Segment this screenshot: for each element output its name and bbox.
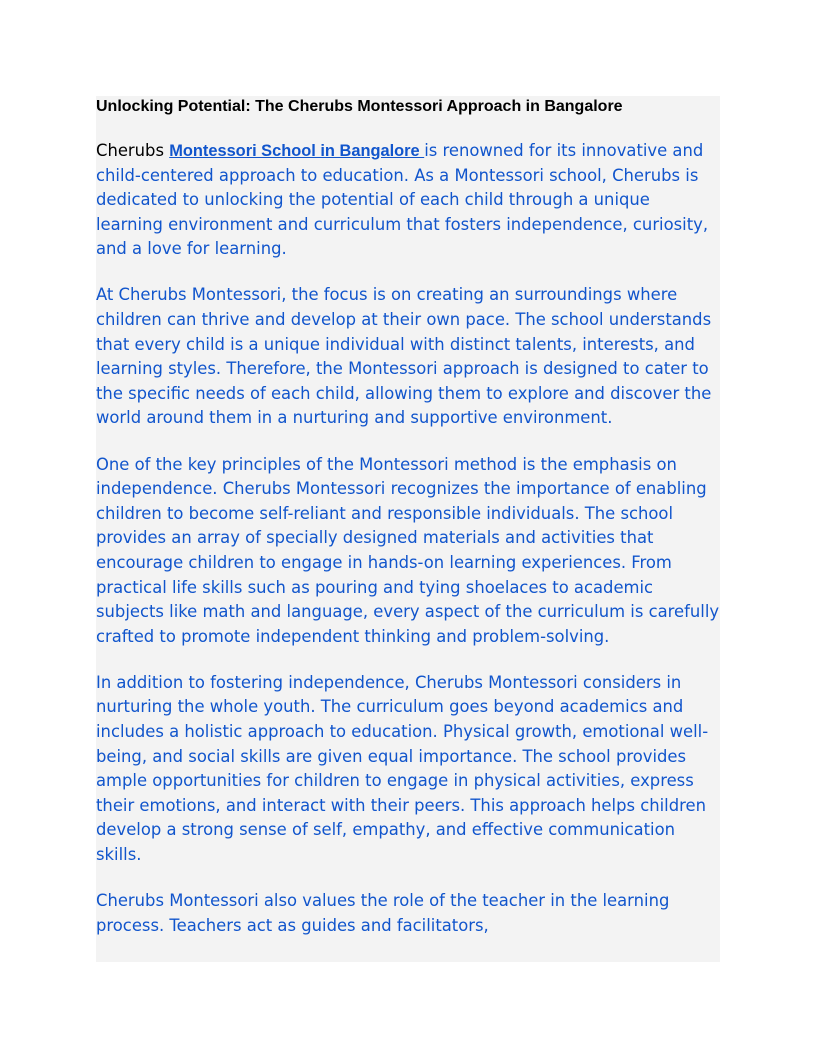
body-paragraph-2: One of the key principles of the Montessori method is the emphasis on independence. Cherubs Montessori recognizes the importance of enabling children to become self-reliant and responsible individuals. The school provides an array of specially designed materials and activities that encourage children to engage in hands-on learning experiences. From practical life skills such as pouring and tying shoelaces to academic subjects like math and language, every aspect of the curriculum is carefully crafted to promote independent thinking and problem-solving.: [96, 454, 720, 646]
body-paragraph-3: In addition to fostering independence, Cherubs Montessori considers in nurturing the whole youth. The curriculum goes beyond academics and includes a holistic approach to education. Physical growth, emotional well-being, and social skills are given equal importance. The school provides ample opportunities for children to engage in physical activities, express their emotions, and interact with their peers. This approach helps children develop a strong sense of self, empathy, and effective communication skills.: [96, 672, 709, 864]
montessori-school-link[interactable]: Montessori School in Bangalore: [169, 142, 425, 160]
document-title: Unlocking Potential: The Cherubs Montessori Approach in Bangalore: [96, 98, 623, 115]
document-content: [96, 96, 720, 960]
intro-lead-text: Cherubs: [96, 141, 170, 160]
intro-paragraph: [96, 139, 720, 262]
body-paragraph-4: Cherubs Montessori also values the role of the teacher in the learning process. Teachers act as guides and facilitators,: [96, 891, 670, 935]
intro-body-text: is renowned for its innovative and child-centered approach to education. As a Montessori school, Cherubs is dedicated to unlocking the potential of each child through a unique learning environment and curriculum that fosters independence, curiosity, and a love for learning.: [96, 141, 709, 259]
body-paragraph-1: At Cherubs Montessori, the focus is on creating an surroundings where children can thrive and develop at their own pace. The school understands that every child is a unique individual with distinct talents, interests, and learning styles. Therefore, the Montessori approach is designed to cater to the specific needs of each child, allowing them to explore and discover the world around them in a nurturing and supportive environment.: [96, 285, 712, 428]
